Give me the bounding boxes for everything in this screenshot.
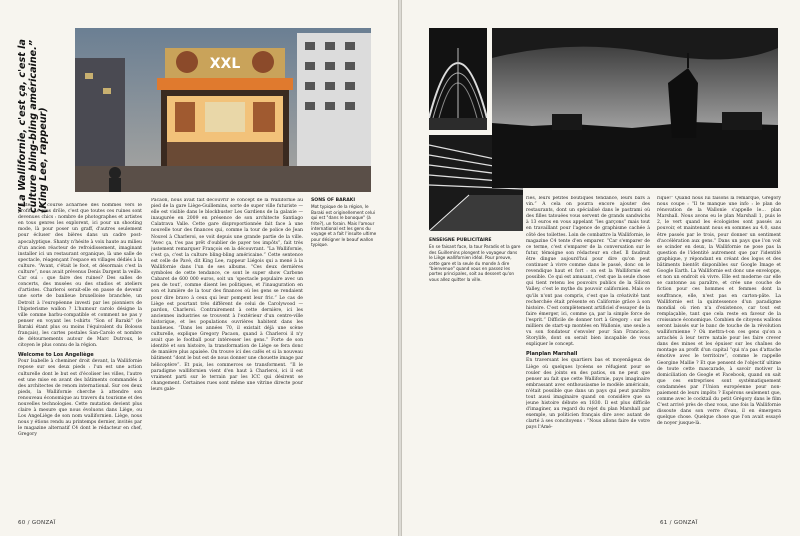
- caption-title: ENSEIGNE PUBLICITAIRE: [429, 238, 492, 243]
- paragraph: rique!” Quand nous lui faisons la remarque, Gregory nous coupe : “Il te manque une info : le plan de rénovation de la Wallonie s'appelle le… plan Marshall. Nous avons eu le plan Marshall 1, puis le 2, le vert quand les écologistes sont passés au pouvoir, et maintenant nous en sommes au 4.0, sans être passés par le trois, pour donner un sentiment d'accélération aux gens.” Dans un pays que l'on voit se scinder en deux, la Wallifornie ne pose pas la question de l'identité autrement que par l'identité graphique, y répondant en créant des logos et des bâtiments bientôt disponibles sur Google Image et Google Earth. La Wallifornie est donc une enveloppe, et non un endroit où vivre. Elle est moderne car elle se cantonne au paraître, et crée une couche de fiction pour ces hommes et femmes dont la souffrance, elle, n'est pas en carton-pâte. La Wallifornie est la quintessence d'un paradigme mondial où rien n'a d'existence, car tout est remplaçable, tant que cela reste en faveur de la croissance économique. Combien de citoyens wallons seront laissés sur le banc de touche de la révolution wallifornienne ? Où mettra-t-on ces gens qu'on a arrachés à leur terre natale pour les faire crever dans des mines et les épuiser sur les chaînes de montage au profit d'un capital “qui n'a pas d'attache émotive avec le territoire”, comme le rappelle Georgine Mallie ? Et que pensent de l'objectif ultime de toute cette mascarade, à savoir motiver la domiciliation de Google et Facebook, quand on sait que ces entreprises sont systématiquement condamnées par l'Union européenne pour non-paiement de leurs impôts ? Espérons seulement que, comme avec le cocktail du petit Grégory dans le film C'est arrivé près de chez vous, une fois la Wallifornie dissoute dans son verre d'eau, il en émergera quelque chose. Quelque chose que l'on avait essayé de noyer jusque-là.: [657, 196, 781, 427]
- guillemins-photo-1: [429, 28, 487, 130]
- left-page: [0, 0, 398, 536]
- paragraph: Pour Isabelle à cheminer droit devant, la Wallifornie repose sur ses deux pieds : l'un est une action culturelle dont le but est d'écoliser les villes, l'autre est une mise en avant des bâtiments commandés à des architectes de renom international. Sur ces deux pieds, la Wallifornie cherche à attendre son renouveau économique au travers du tourisme et des nouvelles technologies. Cette mutation devient plus claire à mesure que nous évoluons dans Liège, ou Los AngeLiège de son nom wallifornien. Liège, nous nous y étions rendu au printemps dernier, invités par le magazine alternatif C4 dont le rédacteur en chef, Gregory: [18, 359, 142, 438]
- paragraph: ries, leurs petites boutiques tendance, leurs bars à vin.” A cela on pourra encore ajouter des restaurants, dont un spécialisé dans le pastrami où des filles tatouées vous servent de grands sandwichs à 13 euros en vous appelant “les garçons” mais tout en travaillant pour l'agence de graphisme cachée à côté des toilettes. Loin de combattre la Wallifornie, le magazine C4 tente d'en emparer. “Car s'emparer de ce terme, c'est s'emparer de la conversation sur le futur, témoigne son rédacteur en chef. Il faudrait être dingue aujourd'hui pour dire qu'on peut continuer à vivre comme dans le passé, donc on le revendique haut et fort : on est la Wallifornie est possible. Ce qui est amusant, c'est que la seule chose qui tient retenu les pouvoirs publics de la Silicon Valley, c'est le mythe du pouvoir californien. Mais ce qu'ils n'ont pas compris, c'est que la créativité tant recherchée était présente en Californie grâce à son histoire. C'est complètement artificiel d'essayer de la faire émerger, ici, comme ça, par la simple force de l'esprit.” Difficile de donner tort à Gregory : sur les milliers de start-up montées en Wallonie, une seule a vu son fondateur s'envoler pour San Francisco, Storylife, dont on serait bien incapable de vous expliquer le concept.: [526, 196, 650, 348]
- caption-title: SONS OF BARAKI: [311, 198, 356, 203]
- caption-text: Mot typique de la région, le Baraki est originellement celui qui est "dans le bonoque" (à frite?), un forain. Mais l'amour international est les gens du voyage et a fait l'insulte ultime pour désigner le beauf wallon typique.: [311, 204, 377, 248]
- page-number-right: 61 / GONZAÏ: [660, 520, 698, 526]
- caption-sons-of-baraki: [311, 198, 377, 248]
- left-column-1: [18, 203, 142, 523]
- paragraph: triste à la course acharnée des hommes vers le profit. Le plus drôle, c'est que toutes ces ruines sont devenues chics : nombre de photographes et artistes en tous genres les explorent, ici pour un shooting mode, là pour poser un graff, d'autres seulement pour écluser des bières dans un cadre post-apocalyptique. Shanty n'hésite à voix haute au milieu d'un ancien réacteur de refroidissement, imaginant installer ici un restaurant organique, là une salle de spectacle, réagençant l'espace en villages dédiés à la culture. “Avant, c'était le foot, et désormais c'est la culture”, nous avait prévenus Denis Dargent la veille. Car oui : que faire des ruines? Des salles de concerts, des musées ou des studios et ateliers d'artistes. Charleroi serait-elle en passe de devenir une sorte de banlieue bruxelloise branchée, un Detroit à l'européenne investi par les pionniers de l'hipsterisme wallon ? L'humour carolo désigne la ville comme barbu-compatible et comment ne pas y penser en voyant les t-shirts “Son of Baraki” (le Baraki étant plus ou moins l'équivalent du Bolosss français), les cartes postales San-Carolo et nombre de détournements autour de Marc Dutroux, le citoyen le plus connu de la région.: [18, 203, 142, 349]
- section-heading: Welcome to Los Angeliège: [18, 352, 94, 359]
- caption-enseigne: [429, 238, 521, 282]
- paragraph: Pacaon, nous avait fait découvrir le concept de la Wallifornie au pied de la gare Liège-Guillemins, sorte de super ville futuriste — elle est visible dans le blockbuster Les Gardiens de la galaxie — inaugurée en 2009 en présence de son architecte Santiago Calatrava Valle. Cette gare disproportionnée fait face à une nouvelle tour des finances qui, comme la tour de police de Jean Nouvel à Charleroi, se voit depuis une grande partie de la ville. “Avec ça, t'es pas prêt d'oublier de payer tes impôts”, fait très justement remarquer François en la découvrant. “La Wallifornie, c'est ça, c'est la culture bling-bling américaine.” Cette sentence est celle de Pavé, dit King Lee, rappeur Liégois qui a mené à la Wallifornie dans l'un de ses albums. “Ces deux dernières symboles de cette tendance, ce sont le super show Carbone Cabaret de 600 000 euros, soit un ‘spectacle populaire avec un peu de tout’, comme disent les politiques, et l'inauguration en son et lumière de la tour des finances où les gens se rendaient pour dire bravo à ceux qui leur pompent leur fric.” Le cas de Liège est pourtant très différent de celui de Carolywood — pardon, Charleroi. Contrairement à cette dernière, ici les anciennes industries se trouvent à l'extérieur d'un centre-ville historique, et les populations ouvrières habitent dans les banlieues. “Dans les années 70, il existait déjà une scène culturelle, explique Gregory Pacaon, quand à Charleroi il n'y avait que le football pour intéresser les gens.” Forte de son identité et son histoire, la transformation de Liège se fera donc de manière plus apaisée. On trouve ici des cafés et si la nouveau bâtiment “dont le but est de nous donner une chouette image par hélicoptère”. Et puis, les commerces se transforment. “Il le paradigme wallifornien vient d'en haut à Charleroi, ici il est vraiment parti sur le terrain par les ICC qui désirent se changement. Certaines rues sont même une vitrine directe pour leurs gale-: [151, 198, 303, 392]
- left-column-2: [151, 198, 303, 523]
- section-heading: Planplan Marshall: [526, 351, 578, 358]
- pull-quote-text: “La Wallifornie, c'est ça, c'est la culture bling-bling américaine.” (King Lee, rappeur): [17, 39, 50, 213]
- caption-text: En se faisant face, la tour Paradis et la gare des Guillemins plongent le voyageur dans le Liège wallifornien idéal. Pour preuve, cette gare et la seule du monde à dire "bienvenue" quand vous en passez les portes principales, soit au dessent qu'on vous allez quitter la ville.: [429, 244, 521, 282]
- right-page: [402, 0, 800, 536]
- right-column-1: [526, 196, 650, 523]
- paragraph: En traversant les quartiers bas et moyenâgeux de Liège où quelques lycéens se réfugient pour se rouler des joints en des patios, on ne peut que penser au fait que cette Wallifornie, pays imaginaire embrassant avec enthousiasme le modèle américain, n'était possible que dans un pays qui peut paraître tout aussi imaginaire quand on considère que sa jeune histoire débute en 1830. Il est plus difficile d'imaginer, au regard du rejet du plan Marshall par exemple, un politicien français dire avec autant de clarté à ses concitoyens : “Nous allons faire de votre pays l'Amé-: [526, 358, 650, 431]
- tower-photo: [492, 28, 778, 188]
- tower-illustration: [492, 28, 778, 188]
- svg-text:XXL: XXL: [209, 56, 241, 72]
- friterie-photo: [75, 28, 371, 192]
- pull-quote: [18, 38, 62, 213]
- station-arches-illustration: [429, 28, 487, 130]
- right-column-2: [657, 196, 781, 523]
- friterie-illustration: [75, 28, 371, 192]
- page-number-left: 60 / GONZAÏ: [18, 520, 56, 526]
